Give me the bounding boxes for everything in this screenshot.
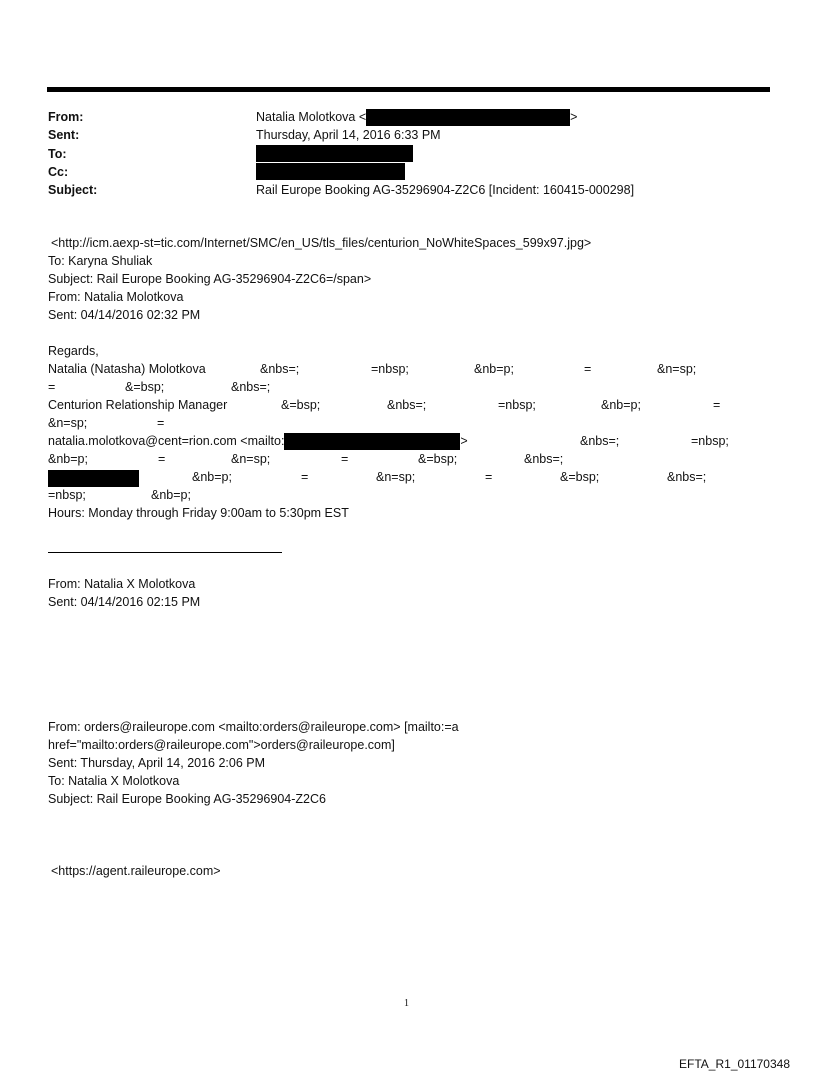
- forward2-href: href="mailto:orders@raileurope.com">orders@raileurope.com]: [48, 738, 395, 752]
- signature-line-7: [48, 468, 768, 486]
- redaction-box: [284, 433, 460, 450]
- entity-text: &nbs=;: [231, 380, 271, 394]
- entity-text: =: [341, 452, 349, 466]
- entity-text: =: [158, 452, 166, 466]
- from-value: [256, 108, 577, 126]
- from-label: From:: [48, 110, 84, 124]
- entity-text: &n=sp;: [48, 416, 88, 430]
- signature-line-1: [48, 360, 768, 378]
- from-name: Natalia Molotkova <: [256, 110, 367, 124]
- subject-label: Subject:: [48, 183, 98, 197]
- signature-title: Centurion Relationship Manager: [48, 398, 228, 412]
- entity-text: =nbsp;: [498, 398, 536, 412]
- entity-text: &nb=p;: [151, 488, 191, 502]
- entity-text: =nbsp;: [691, 434, 729, 448]
- agent-link[interactable]: <https://agent.raileurope.com>: [51, 864, 221, 878]
- redaction-box: [366, 109, 570, 126]
- signature-line-2: [48, 378, 768, 396]
- image-link[interactable]: <http://icm.aexp-st=tic.com/Internet/SMC/en_US/tls_files/centurion_NoWhiteSpaces_599x97.jpg>: [51, 236, 592, 250]
- page-number: 1: [404, 998, 409, 1009]
- message-body: [48, 234, 591, 324]
- signature-name: Natalia (Natasha) Molotkova: [48, 362, 206, 376]
- entity-text: &n=sp;: [657, 362, 697, 376]
- redaction-box: [48, 470, 139, 487]
- forward2-sent: Sent: Thursday, April 14, 2016 2:06 PM: [48, 756, 266, 770]
- entity-text: =nbsp;: [48, 488, 86, 502]
- signature-line-3: [48, 396, 768, 414]
- forwarded-message-1: [48, 575, 200, 611]
- from-close: >: [570, 110, 578, 124]
- signature-email-text: natalia.molotkova@cent=rion.com <mailto:: [48, 434, 285, 448]
- to-redaction-box: [256, 145, 413, 162]
- entity-text: =: [157, 416, 165, 430]
- forwarded-message-2: [48, 718, 459, 808]
- entity-text: &=bsp;: [560, 470, 600, 484]
- signature-line-8: [48, 486, 768, 504]
- entity-text: &nbs=;: [260, 362, 300, 376]
- entity-text: &nbs=;: [667, 470, 707, 484]
- entity-text: &=bsp;: [418, 452, 458, 466]
- body-sent: Sent: 04/14/2016 02:32 PM: [48, 308, 201, 322]
- regards: Regards,: [48, 344, 99, 358]
- cc-label: Cc:: [48, 165, 69, 179]
- entity-text: &nbs=;: [524, 452, 564, 466]
- subject-value: Rail Europe Booking AG-35296904-Z2C6 [Incident: 160415-000298]: [256, 183, 635, 197]
- body-subject: Subject: Rail Europe Booking AG-35296904-Z2C6=/span>: [48, 272, 372, 286]
- body-from: From: Natalia Molotkova: [48, 290, 184, 304]
- header-rule: [47, 87, 770, 92]
- entity-text: =: [584, 362, 592, 376]
- phone-redaction: [48, 469, 139, 487]
- entity-text: &nbs=;: [387, 398, 427, 412]
- forward2-subject: Subject: Rail Europe Booking AG-35296904-Z2C6: [48, 792, 326, 806]
- entity-text: =: [301, 470, 309, 484]
- signature-line-6: [48, 450, 768, 468]
- entity-text: &n=sp;: [231, 452, 271, 466]
- separator-line: [48, 552, 282, 553]
- hours: Hours: Monday through Friday 9:00am to 5:30pm EST: [48, 506, 349, 520]
- signature-email[interactable]: [48, 432, 468, 450]
- entity-text: &n=sp;: [376, 470, 416, 484]
- cc-redaction-box: [256, 163, 405, 180]
- entity-text: &=bsp;: [281, 398, 321, 412]
- entity-text: =: [485, 470, 493, 484]
- entity-text: =: [713, 398, 721, 412]
- body-to: To: Karyna Shuliak: [48, 254, 153, 268]
- forward2-from: From: orders@raileurope.com <mailto:orders@raileurope.com> [mailto:=a: [48, 720, 459, 734]
- to-label: To:: [48, 147, 67, 161]
- forward2-to: To: Natalia X Molotkova: [48, 774, 180, 788]
- signature-email-close: >: [460, 434, 468, 448]
- signature-block: [48, 342, 768, 522]
- entity-text: &nb=p;: [474, 362, 514, 376]
- entity-text: &=bsp;: [125, 380, 165, 394]
- signature-line-5: [48, 432, 768, 450]
- forward1-from: From: Natalia X Molotkova: [48, 577, 196, 591]
- entity-text: &nbs=;: [580, 434, 620, 448]
- entity-text: &nb=p;: [48, 452, 88, 466]
- sent-label: Sent:: [48, 128, 80, 142]
- document-id: EFTA_R1_01170348: [679, 1057, 790, 1071]
- forward1-sent: Sent: 04/14/2016 02:15 PM: [48, 595, 201, 609]
- entity-text: &nb=p;: [601, 398, 641, 412]
- signature-line-4: [48, 414, 768, 432]
- entity-text: &nb=p;: [192, 470, 232, 484]
- entity-text: =nbsp;: [371, 362, 409, 376]
- entity-text: =: [48, 380, 56, 394]
- sent-value: Thursday, April 14, 2016 6:33 PM: [256, 128, 441, 142]
